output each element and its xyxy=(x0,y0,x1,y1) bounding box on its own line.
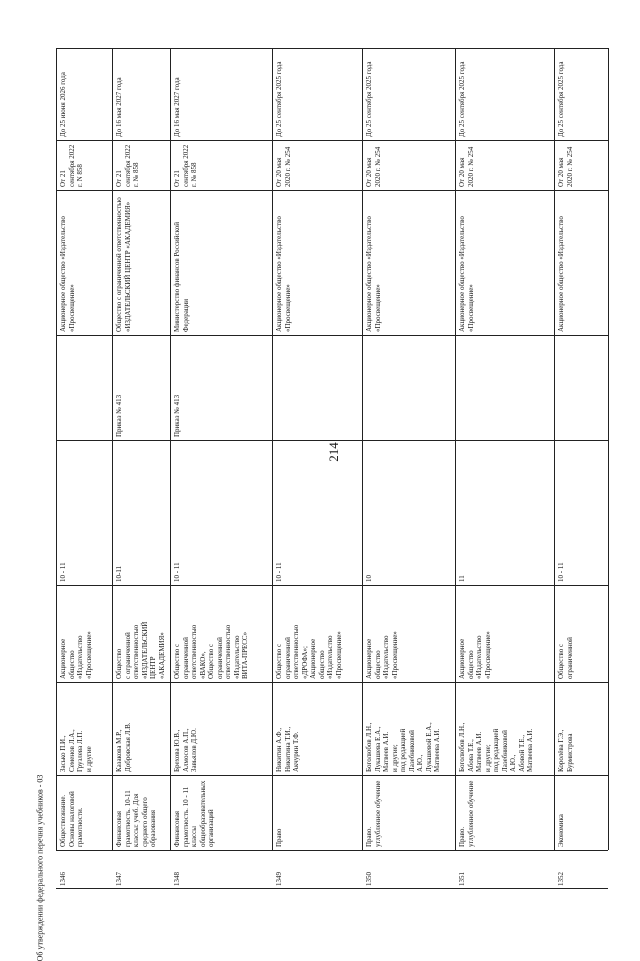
cell-until: До 25 сентября 2025 года xyxy=(275,61,283,137)
cell-publisher: Общество с ограниченной ответственностью «ИЗДАТЕЛЬСКИЙ ЦЕНТР «АКАДЕМИЯ» xyxy=(115,621,166,679)
row-number: 1349 xyxy=(275,872,283,886)
cell-authors: Боголюбов Л.Н., Лукашева Е.А., Матвеев А.И. и другие; под редакцией Лазебниковой А.Ю., Лукашевой Е.А., Матвеева А.И. xyxy=(365,722,441,772)
cell-publisher: Общество с ограниченной ответственностью «ДРОФА»; Акционерное общество «Издательство «Просвещение» xyxy=(275,624,343,679)
cell-org: Акционерное общество «Издательство «Просвещение» xyxy=(59,216,76,332)
cell-title: Право. углубленное обучение xyxy=(365,780,382,847)
cell-org: Министерство финансов Российской Федерации xyxy=(173,222,190,332)
cell-grades: 10 - 11 xyxy=(59,562,67,582)
cell-title: Экономика xyxy=(557,814,565,847)
cell-publisher: Общество с ограниченной ответственностью «ВАКО», Общество с ограниченной ответственностью «Издательство ВИТА-ПРЕСС» xyxy=(173,624,249,679)
table-rule xyxy=(56,335,608,336)
cell-until: До 16 мая 2027 года xyxy=(115,77,123,137)
cell-order: Приказ № 413 xyxy=(173,394,181,437)
table-rule xyxy=(56,48,57,850)
cell-org: Акционерное общество «Издательство «Просвещение» xyxy=(275,216,292,332)
table-rule xyxy=(170,48,171,850)
cell-title: Право xyxy=(275,828,283,847)
cell-until: До 25 сентября 2025 года xyxy=(365,61,373,137)
table-rule xyxy=(56,190,608,191)
table-rule xyxy=(56,888,608,889)
row-number: 1347 xyxy=(115,872,123,886)
cell-publisher: Общество с ограниченной xyxy=(557,637,574,679)
cell-grades: 11 xyxy=(458,575,466,582)
cell-org: Общество с ограниченной ответственностью «ИЗДАТЕЛЬСКИЙ ЦЕНТР «АКАДЕМИЯ» xyxy=(115,197,132,332)
table-rule xyxy=(56,48,608,49)
cell-date: От 20 мая 2020 г. № 254 xyxy=(365,146,382,187)
row-number: 1346 xyxy=(59,872,67,886)
cell-org: Акционерное общество «Издательство «Просвещение» xyxy=(365,216,382,332)
cell-grades: 10-11 xyxy=(115,565,123,582)
table-rule xyxy=(56,440,608,441)
table-rule xyxy=(56,140,608,141)
cell-authors: Засько П.И., Семенов Л.А., Грузлева Л.П. и другие xyxy=(59,729,93,772)
cell-org: Акционерное общество «Издательство «Просвещение» xyxy=(458,216,475,332)
cell-publisher: Акционерное общество «Издательство «Просвещение» xyxy=(365,631,399,679)
cell-publisher: Акционерное общество «Издательство «Просвещение» xyxy=(59,631,93,679)
cell-authors: Брехова Ю.В., Алмосов А.П., Завьялов Д.Ю. xyxy=(173,728,198,772)
cell-order xyxy=(275,338,361,437)
cell-order xyxy=(59,338,111,437)
cell-order xyxy=(557,338,607,437)
cell-date: От 20 мая 2020 г. № 254 xyxy=(557,146,574,187)
cell-authors: Королёва Г.Э., Бурмистрова xyxy=(557,729,574,772)
table-rule xyxy=(56,850,608,851)
cell-date: От 21 сентября 2022 г. № 858 xyxy=(115,144,140,187)
table-rule xyxy=(56,585,608,586)
cell-publisher: Акционерное общество «Издательство «Просвещение» xyxy=(458,631,492,679)
cell-date: От 21 сентября 2022 г. № 858 xyxy=(173,144,198,187)
table-rule xyxy=(362,48,363,850)
cell-date: От 20 мая 2020 г. № 254 xyxy=(458,146,475,187)
table-rule xyxy=(56,775,608,776)
table-rule xyxy=(608,48,609,850)
cell-grades: 10 - 11 xyxy=(557,562,565,582)
cell-org: Акционерное общество «Издательство xyxy=(557,216,565,332)
cell-grades: 10 - 11 xyxy=(173,562,181,582)
cell-date: От 21 сентября 2022 г. N 858 xyxy=(59,144,84,187)
cell-authors: Казакова М.Р., Добровская Л.В. xyxy=(115,722,132,772)
cell-title: Финансовая грамотность. 10-11 классы: учеб. Для среднего общего образования xyxy=(115,790,157,847)
page-number: 214 xyxy=(326,442,341,462)
cell-order xyxy=(365,338,454,437)
cell-until: До 25 сентября 2025 года xyxy=(458,61,466,137)
row-number: 1348 xyxy=(173,872,181,886)
cell-authors: Боголюбов Л.Н., Абова Т.Е., Матвеев А.И. и другие; под редакцией Лазебниковой А.Ю., Абовой Т.Е., Матвеева А.И. xyxy=(458,722,534,772)
cell-order: Приказ № 413 xyxy=(115,394,123,437)
cell-date: От 20 мая 2020 г. № 254 xyxy=(275,146,292,187)
cell-order xyxy=(458,338,553,437)
cell-title: Право. углубленное обучение xyxy=(458,780,475,847)
cell-until: До 25 июня 2026 года xyxy=(59,72,67,137)
cell-title: Финансовая грамотность. 10 - 11 классы общеобразовательных организаций xyxy=(173,780,215,847)
table-rule xyxy=(112,48,113,850)
table-rule xyxy=(455,48,456,850)
cell-until: До 25 сентября 2025 года xyxy=(557,61,565,137)
row-number: 1350 xyxy=(365,872,373,886)
table-rule xyxy=(272,48,273,850)
cell-until: До 16 мая 2027 года xyxy=(173,77,181,137)
cell-title: Обществознание. Основы налоговой грамотности. xyxy=(59,791,84,847)
row-number: 1352 xyxy=(557,872,565,886)
cell-authors: Никитин А.Ф., Никитина Т.И., Акчурин Т.Ф. xyxy=(275,726,300,772)
cell-grades: 10 - 11 xyxy=(275,562,283,582)
document-footer: Об утверждении федерального перечня учебников - 03 xyxy=(35,774,45,961)
table-rule xyxy=(554,48,555,850)
row-number: 1351 xyxy=(458,872,466,886)
table-rule xyxy=(56,682,608,683)
cell-grades: 10 xyxy=(365,575,373,582)
